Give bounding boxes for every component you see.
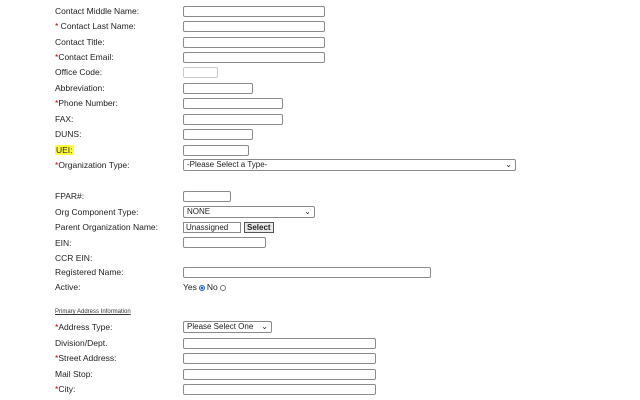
contact-email-text: Contact Email: [58,52,114,62]
phone-number-text: Phone Number: [58,98,118,108]
duns-input[interactable] [183,129,253,140]
contact-title-input[interactable] [183,37,325,48]
mail-stop-label: Mail Stop: [55,369,93,379]
organization-type-select[interactable] [183,159,516,171]
address-type-label [55,322,113,333]
office-code-label: Office Code: [55,67,103,77]
org-component-type-select[interactable] [183,206,315,218]
ccr-ein-label: CCR EIN: [55,253,93,263]
uei-label [55,145,74,156]
division-input[interactable] [183,338,376,349]
required-marker: * [55,98,59,108]
contact-last-name-input[interactable] [183,21,325,32]
organization-type-label [55,160,130,171]
contact-last-name-label [55,21,136,32]
org-component-type-label: Org Component Type: [55,207,139,217]
fpar-input[interactable] [183,191,231,202]
fpar-label: FPAR#: [55,191,85,201]
contact-email-label [55,52,114,63]
uei-input[interactable] [183,145,249,156]
select-parent-organization-button[interactable]: Select [244,222,274,233]
parent-organization-value: Unassigned [183,222,241,233]
fax-label: FAX: [55,114,74,124]
active-no-label: No [206,282,218,292]
uei-highlight: UEI: [56,145,73,155]
chevron-down-icon: ⌄ [505,160,512,169]
primary-address-section-title: Primary Address Information [55,309,131,315]
ein-label: EIN: [55,238,72,248]
duns-label: DUNS: [55,129,82,139]
organization-type-value: -Please Select a Type- [187,160,268,169]
required-marker: * [55,384,59,394]
required-marker: * [55,160,59,170]
contact-middle-name-input[interactable] [183,6,325,17]
registered-name-input[interactable] [183,267,431,278]
phone-number-label [55,98,118,109]
parent-organization-label: Parent Organization Name: [55,222,158,232]
city-label [55,384,75,395]
phone-number-input[interactable] [183,98,283,109]
street-address-label [55,353,116,364]
active-yes-label: Yes [183,282,197,292]
required-marker: * [55,322,59,332]
active-radio-group [183,282,228,293]
street-address-input[interactable] [183,353,376,364]
contact-last-name-text: Contact Last Name: [58,21,136,31]
required-marker: * [55,52,59,62]
organization-type-text: Organization Type: [58,160,130,170]
address-type-text: Address Type: [58,322,113,332]
division-label: Division/Dept. [55,338,108,348]
ein-input[interactable] [183,237,266,248]
contact-middle-name-label: Contact Middle Name: [55,6,140,16]
mail-stop-input[interactable] [183,369,376,380]
address-type-value: Please Select One [187,322,254,331]
city-text: City: [58,384,76,394]
abbreviation-input[interactable] [183,83,253,94]
contact-email-input[interactable] [183,52,325,63]
fax-input[interactable] [183,114,283,125]
required-marker: * [55,353,59,363]
active-no-radio[interactable] [220,285,226,291]
chevron-down-icon: ⌄ [261,322,268,331]
active-yes-radio[interactable] [199,285,205,291]
city-input[interactable] [183,384,376,395]
office-code-input [183,67,218,78]
contact-title-label: Contact Title: [55,37,105,47]
org-component-type-value: NONE [187,207,211,216]
required-marker: * [55,21,59,31]
chevron-down-icon: ⌄ [304,207,311,216]
street-address-text: Street Address: [58,353,117,363]
active-label: Active: [55,282,81,292]
registered-name-label: Registered Name: [55,267,124,277]
address-type-select[interactable] [183,321,272,333]
abbreviation-label: Abbreviation: [55,83,105,93]
